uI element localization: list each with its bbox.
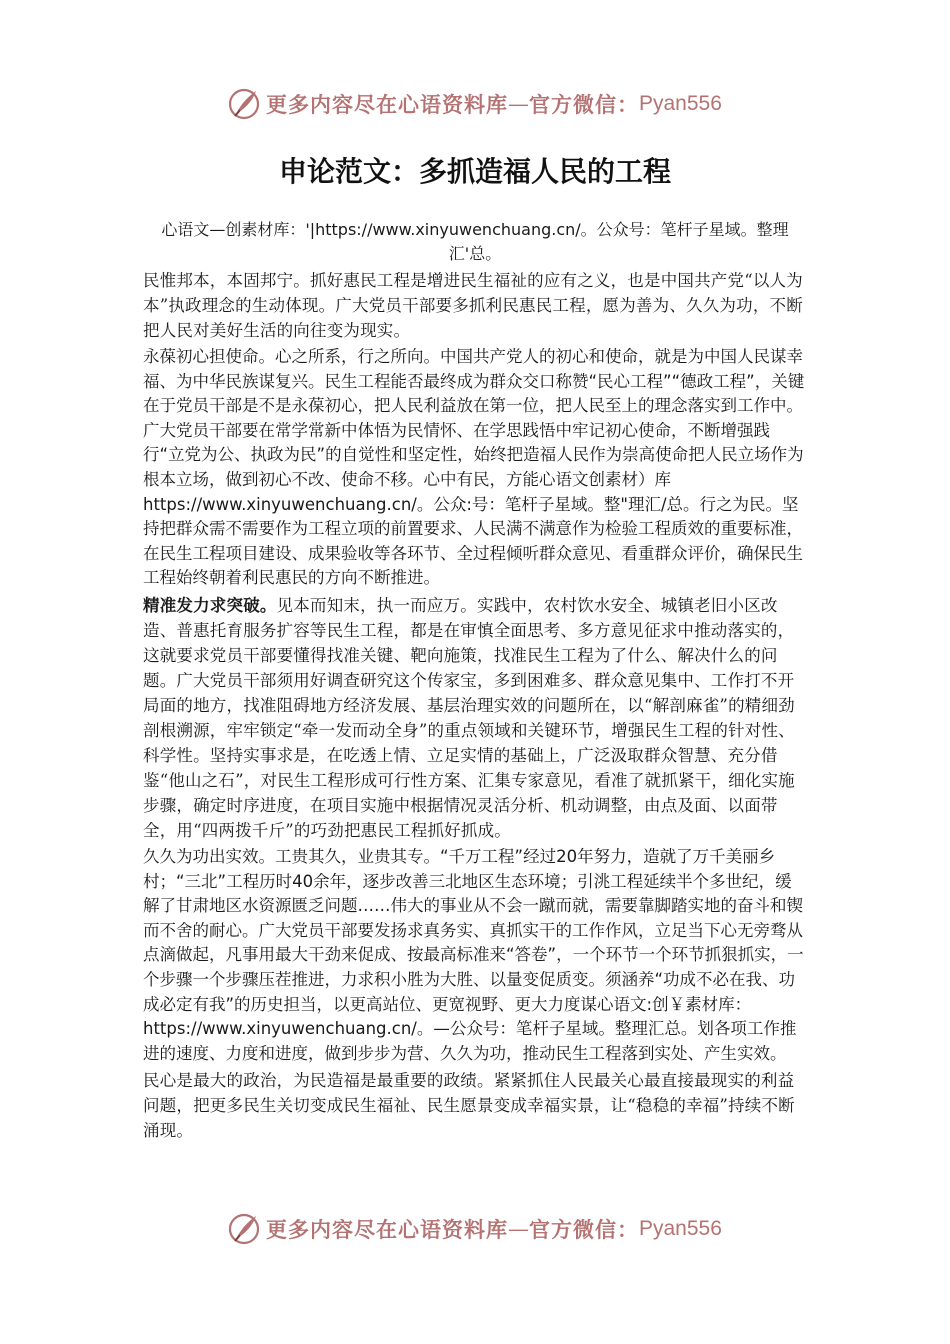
source-line: 心语文—创素材库：'|https://www.xinyuwenchuang.cn/。公众号：笔杆子星域。整理汇'总。 <box>161 220 789 263</box>
banner-separator: — <box>508 1217 529 1241</box>
paragraph-conclusion: 民心是最大的政治，为民造福是最重要的政绩。紧紧抓住人民最关心最直接最现实的利益问题，把更多民生关切变成民生福祉、民生愿景变成幸福实景，让“稳稳的幸福”持续不断涌现。 <box>143 1071 795 1141</box>
paragraph-initial-mission: 永葆初心担使命。心之所系，行之所向。中国共产党人的初心和使命，就是为中国人民谋幸福、为中华民族谋复兴。民生工程能否最终成为群众交口称赞“民心工程”“德政工程”，关键在于党员干部是不是永葆初心，把人民利益放在第一位，把人民至上的理念落实到工作中。广大党员干部要在常学常新中体悟为民情怀、在学思践悟中牢记初心使命，不断增强践行“立党为公、执政为民”的自觉性和坚定性，始终把造福人民作为崇高使命把人民立场作为根本立场，做到初心不改、使命不移。心中有民，方能心语文创素材）库https://www.xinyuwenchuang.cn/。公众:号：笔杆子星域。整"理汇/总。行之为民。坚持把群众需不需要作为工程立项的前置要求、人民满不满意作为检验工程质效的重要标准，在民生工程项目建设、成果验收等各环节、全过程倾听群众意见、看重群众评价，确保民生工程始终朝着利民惠民的方向不断推进。 <box>143 347 805 588</box>
banner-text: 更多内容尽在心语资料库 <box>266 1217 508 1242</box>
article-body <box>143 218 807 1143</box>
pen-quill-logo-icon <box>226 86 262 122</box>
banner-label: 官方微信： <box>529 1217 639 1242</box>
banner-wechat-id: Pyan556 <box>639 92 722 115</box>
paragraph-lead: 精准发力求突破。 <box>143 595 277 615</box>
banner-label: 官方微信： <box>529 92 639 117</box>
banner-wechat-id: Pyan556 <box>639 1217 722 1240</box>
page-title: 申论范文：多抓造福人民的工程 <box>278 155 671 188</box>
paragraph-body: 见本而知末，执一而应万。实践中，农村饮水安全、城镇老旧小区改造、普惠托育服务扩容等民生工程，都是在审慎全面思考、多方意见征求中推动落实的，这就要求党员干部要懂得找准关键、靶向施策，找准民生工程为了什么、解决什么的问题。广大党员干部须用好调查研究这个传家宝，多到困难多、群众意见集中、工作打不开局面的地方，找准阻碍地方经济发展、基层治理实效的问题所在，以“解剖麻雀”的精细劲剖根溯源，牢牢锁定“牵一发而动全身”的重点领域和关键环节，增强民生工程的针对性、科学性。坚持实事求是，在吃透上情、立足实情的基础上，广泛汲取群众智慧、充分借鉴“他山之石”，对民生工程形成可行性方案、汇集专家意见，看准了就抓紧干，细化实施步骤，确定时序进度，在项目实施中根据情况灵活分析、机动调整，由点及面、以面带全，用“四两拨千斤”的巧劲把惠民工程抓好抓成。 <box>143 595 795 840</box>
paragraph-persistence: 久久为功出实效。工贵其久，业贵其专。“千万工程”经过20年努力，造就了万千美丽乡村；“三北”工程历时40余年，逐步改善三北地区生态环境；引洮工程延续半个多世纪，缓解了甘肃地区水资源匮乏问题……伟大的事业从不会一蹴而就，需要靠脚踏实地的奋斗和锲而不舍的耐心。广大党员干部要发扬求真务实、真抓实干的工作作风，立足当下心无旁骛从点滴做起，凡事用最大干劲来促成、按最高标准来“答卷”，一个环节一个环节抓狠抓实，一个步骤一个步骤压茬推进，力求积小胜为大胜、以量变促质变。须涵养“功成不必在我、功成必定有我”的历史担当，以更高站位、更宽视野、更大力度谋心语文:创￥素材库：https://www.xinyuwenchuang.cn/。—公众号：笔杆子星域。整理汇总。划各项工作推进的速度、力度和进度，做到步步为营、久久为功，推动民生工程落到实处、产生实效。 <box>143 846 804 1063</box>
banner-separator: — <box>508 92 529 116</box>
paragraph-intro: 民惟邦本，本固邦宁。抓好惠民工程是增进民生福祉的应有之义，也是中国共产党“以人为本”执政理念的生动体现。广大党员干部要多抓利民惠民工程，愿为善为、久久为功，不断把人民对美好生活的向往变为现实。 <box>143 271 803 340</box>
paragraph-precision <box>143 593 807 843</box>
banner-text: 更多内容尽在心语资料库 <box>266 92 508 117</box>
header-banner <box>226 84 726 124</box>
footer-banner <box>226 1209 726 1249</box>
pen-quill-logo-icon <box>226 1211 262 1247</box>
